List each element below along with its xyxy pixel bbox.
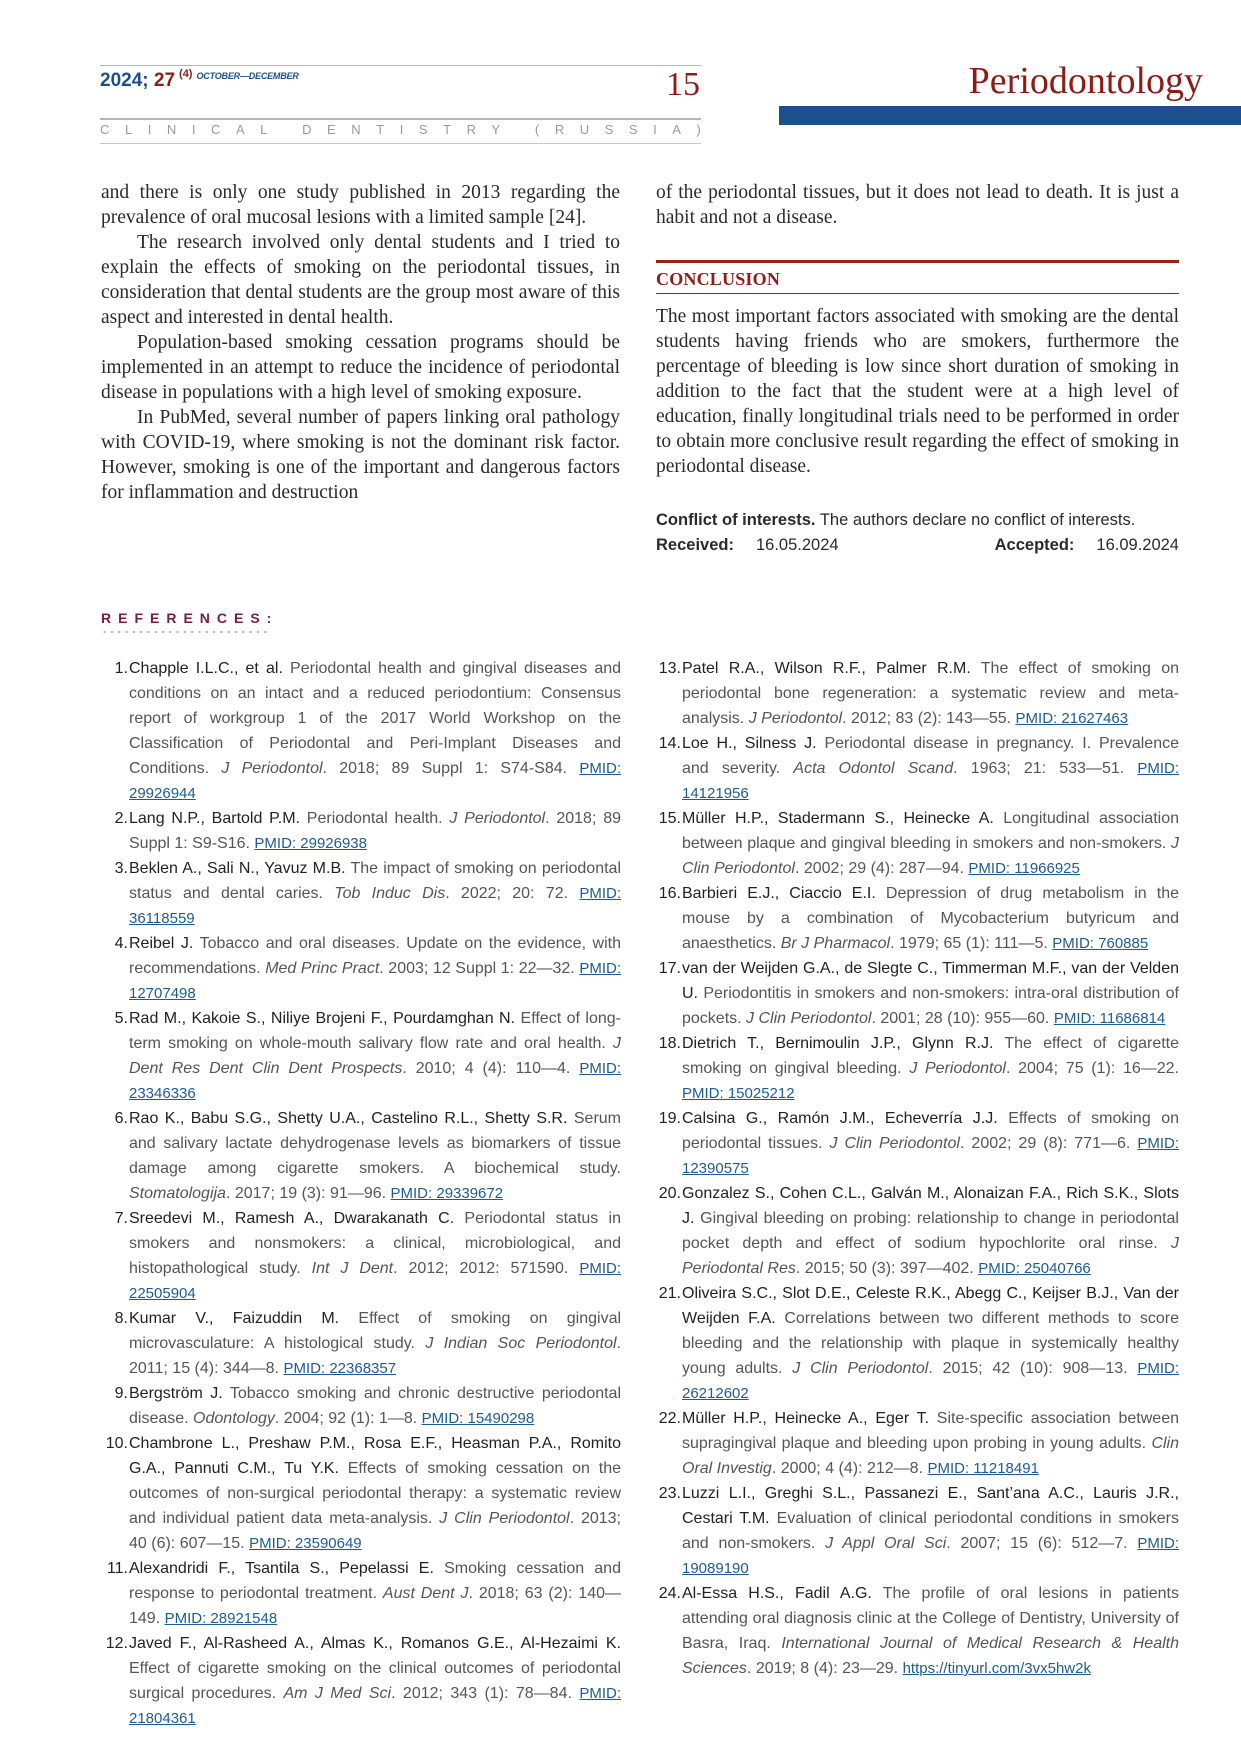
journal-letter: E	[327, 122, 336, 137]
reference-authors: Dietrich T., Bernimoulin J.P., Glynn R.J.	[682, 1035, 994, 1052]
reference-journal: J Periodontol	[748, 710, 843, 727]
journal-letter: S	[604, 122, 614, 137]
journal-letter: R	[554, 122, 565, 137]
reference-title: The effect of cigarette smoking on gingival bleeding.	[682, 1035, 1180, 1077]
issue-period: OCTOBER—DECEMBER	[196, 71, 299, 81]
issue-number: (4)	[179, 68, 193, 80]
reference-details: . 2000; 4 (4): 212—8.	[771, 1460, 924, 1477]
reference-link[interactable]: PMID: 11218491	[927, 1460, 1039, 1477]
reference-item	[652, 1481, 1179, 1581]
reference-number: 13.	[658, 660, 681, 677]
conflict-text: The authors declare no conflict of interests.	[819, 511, 1136, 529]
reference-title: The effect of smoking on periodontal bone regeneration: a systematic review and meta-analysis.	[682, 660, 1180, 727]
body-right-column	[656, 180, 1179, 230]
reference-item	[101, 806, 621, 856]
journal-letter: C	[211, 122, 221, 137]
reference-item	[101, 1206, 621, 1306]
reference-title: Tobacco smoking and chronic destructive periodontal disease.	[129, 1385, 622, 1427]
reference-title: Periodontal disease in pregnancy. I. Prevalence and severity.	[682, 735, 1180, 777]
body-left-column	[101, 180, 620, 505]
reference-title: Periodontitis in smokers and non-smokers: intra-oral distribution of pockets.	[682, 985, 1179, 1027]
reference-details: . 2018; 89 Suppl 1: S74-S84.	[322, 760, 568, 777]
reference-journal: J Periodontol	[221, 760, 323, 777]
reference-journal: J Periodontal Res	[682, 1235, 1180, 1277]
reference-number: 3.	[114, 860, 128, 877]
reference-details: . 1963; 21: 533—51.	[953, 760, 1125, 777]
conclusion-text: The most important factors associated with smoking are the dental students having friends who are smokers, furthermore the percentage of bleeding is low since short duration of smoking in addition to the fact that the student were at a high level of education, finally longitudinal trials need to be performed in order to obtain more conclusive result regarding the effect of smoking in periodontal disease.	[656, 306, 1179, 477]
reference-link[interactable]: PMID: 760885	[1052, 935, 1149, 952]
reference-link[interactable]: PMID: 21804361	[129, 1685, 622, 1727]
reference-details: . 2013; 40 (6): 607—15.	[129, 1510, 621, 1552]
reference-item	[101, 931, 621, 1006]
reference-title: The profile of oral lesions in patients attending oral diagnosis clinic at the College of Dentistry, University of Basra, Iraq.	[682, 1585, 1179, 1652]
reference-journal: J Periodontol	[909, 1060, 1006, 1077]
reference-title: Smoking cessation and response to periodontal treatment.	[129, 1560, 621, 1602]
reference-link[interactable]: PMID: 29339672	[390, 1185, 504, 1202]
reference-details: . 2003; 12 Suppl 1: 22—32.	[379, 960, 575, 977]
references-left-column	[101, 656, 621, 1731]
reference-details: . 2002; 29 (8): 771—6.	[959, 1135, 1131, 1152]
reference-journal: J Periodontol	[449, 810, 546, 827]
reference-details: . 2004; 92 (1): 1—8.	[274, 1410, 418, 1427]
reference-title: Periodontal status in smokers and nonsmokers: a clinical, microbiological, and histopathological study.	[129, 1210, 621, 1277]
reference-link[interactable]: PMID: 26212602	[682, 1360, 1180, 1402]
reference-number: 21.	[658, 1285, 681, 1302]
reference-number: 7.	[114, 1210, 128, 1227]
journal-letter: A	[235, 122, 245, 137]
reference-title: Serum and salivary lactate dehydrogenase levels as biomarkers of tissue damage among cigarette smokers. A biochemical study.	[129, 1110, 621, 1177]
reference-title: Effect of cigarette smoking on the clinical outcomes of periodontal surgical procedures.	[129, 1660, 621, 1702]
reference-item	[101, 1556, 621, 1631]
reference-title: Gingival bleeding on probing: relationship to change in periodontal pocket depth and effect of sodium hypochlorite oral rinse.	[682, 1210, 1179, 1252]
journal-letter: I	[399, 122, 404, 137]
reference-journal: Odontology	[193, 1410, 275, 1427]
reference-link[interactable]: PMID: 15490298	[421, 1410, 535, 1427]
reference-item	[652, 656, 1179, 731]
journal-letter: S	[628, 122, 638, 137]
journal-name	[100, 122, 701, 137]
reference-link[interactable]: PMID: 19089190	[682, 1535, 1180, 1577]
reference-journal: J Clin Periodontol	[439, 1510, 570, 1527]
reference-authors: Javed F., Al-Rasheed A., Almas K., Romanos G.E., Al-Hezaimi K.	[129, 1635, 621, 1652]
journal-letter: A	[672, 122, 681, 137]
reference-journal: J Clin Periodontol	[792, 1360, 929, 1377]
journal-letter: U	[579, 122, 590, 137]
reference-link[interactable]: PMID: 29926938	[254, 835, 367, 852]
reference-item	[101, 856, 621, 931]
reference-title: Periodontal health.	[306, 810, 443, 827]
reference-link[interactable]: PMID: 28921548	[164, 1610, 278, 1627]
reference-item	[652, 881, 1179, 956]
reference-authors: Rao K., Babu S.G., Shetty U.A., Castelino R.L., Shetty S.R.	[129, 1110, 568, 1127]
reference-details: . 2012; 343 (1): 78—84.	[391, 1685, 572, 1702]
reference-number: 14.	[658, 735, 681, 752]
paragraph: The research involved only dental students and I tried to explain the effects of smoking on the periodontal tissues, in consideration that dental students are the group most aware of this aspect and interested in dental health.	[101, 232, 620, 328]
reference-title: Effects of smoking on periodontal tissues.	[682, 1110, 1180, 1152]
reference-item	[652, 1106, 1179, 1181]
reference-number: 1.	[114, 660, 128, 677]
reference-details: . 2012; 2012: 571590.	[393, 1260, 569, 1277]
reference-authors: Alexandridi F., Tsantila S., Pepelassi E.	[129, 1560, 434, 1577]
reference-number: 15.	[658, 810, 681, 827]
journal-letter: D	[302, 122, 312, 137]
reference-item	[101, 1631, 621, 1731]
reference-authors: Luzzi L.I., Greghi S.L., Passanezi E., Sant’ana A.C., Lauris J.R., Cestari T.M.	[682, 1485, 1179, 1527]
reference-journal: Tob Induc Dis	[334, 885, 446, 902]
reference-authors: Kumar V., Faizuddin M.	[129, 1310, 340, 1327]
reference-link[interactable]: PMID: 23590649	[249, 1535, 362, 1552]
reference-number: 4.	[114, 935, 128, 952]
reference-authors: Loe H., Silness J.	[682, 735, 817, 752]
reference-journal: J Indian Soc Periodontol	[425, 1335, 617, 1352]
received-value: 16.05.2024	[755, 536, 839, 554]
reference-number: 6.	[114, 1110, 128, 1127]
reference-number: 9.	[114, 1385, 128, 1402]
reference-item	[101, 1006, 621, 1106]
reference-authors: Calsina G., Ramón J.M., Echeverría J.J.	[682, 1110, 998, 1127]
received-label: Received:	[656, 536, 734, 554]
reference-journal: Int J Dent	[311, 1260, 394, 1277]
reference-journal: Am J Med Sci	[283, 1685, 392, 1702]
reference-number: 18.	[658, 1035, 681, 1052]
reference-link[interactable]: PMID: 11966925	[968, 860, 1080, 877]
reference-details: . 2017; 19 (3): 91—96.	[225, 1185, 387, 1202]
reference-details: . 2018; 89 Suppl 1: S9-S16.	[129, 810, 621, 852]
journal-letter	[516, 122, 520, 137]
reference-number: 20.	[658, 1185, 681, 1202]
reference-item	[101, 1431, 621, 1556]
issue-year: 2024;	[100, 70, 149, 91]
accepted-date	[995, 533, 1179, 558]
reference-link[interactable]: PMID: 29926944	[129, 760, 621, 802]
reference-journal: Br J Pharmacol	[780, 935, 891, 952]
reference-number: 12.	[105, 1635, 128, 1652]
journal-letter: )	[696, 122, 701, 137]
reference-details: . 2015; 42 (10): 908—13.	[928, 1360, 1128, 1377]
reference-authors: Müller H.P., Heinecke A., Eger T.	[682, 1410, 930, 1427]
reference-link[interactable]: PMID: 25040766	[978, 1260, 1091, 1277]
reference-authors: Sreedevi M., Ramesh A., Dwarakanath C.	[129, 1210, 455, 1227]
paragraph: Population-based smoking cessation programs should be implemented in an attempt to reduce the incidence of periodontal disease in populations with a high level of smoking exposure.	[101, 332, 620, 403]
reference-number: 19.	[658, 1110, 681, 1127]
reference-number: 23.	[658, 1485, 681, 1502]
reference-item	[101, 656, 621, 806]
reference-title: Effect of long-term smoking on whole-mouth salivary flow rate and oral health.	[129, 1010, 621, 1052]
reference-authors: Oliveira S.C., Slot D.E., Celeste R.K., Abegg C., Keijser B.J., Van der Weijden F.A.	[682, 1285, 1179, 1327]
reference-authors: Chapple I.L.C., et al.	[129, 660, 283, 677]
reference-details: . 2010; 4 (4): 110—4.	[402, 1060, 571, 1077]
reference-title: Evaluation of clinical periodontal conditions in smokers and non-smokers.	[682, 1510, 1180, 1552]
reference-authors: Bergström J.	[129, 1385, 223, 1402]
reference-link[interactable]: PMID: 15025212	[682, 1085, 795, 1102]
reference-title: Longitudinal association between plaque and gingival bleeding in smokers and non-smokers.	[682, 810, 1179, 852]
journal-letter: R	[466, 122, 476, 137]
conflict-of-interests	[656, 508, 1179, 533]
reference-authors: Chambrone L., Preshaw P.M., Rosa E.F., Heasman P.A., Romito G.A., Pannuti C.M., Tu Y.K.	[129, 1435, 621, 1477]
journal-letter: Y	[491, 122, 501, 137]
reference-link[interactable]: PMID: 23346336	[129, 1060, 621, 1102]
reference-details: . 2012; 83 (2): 143—55.	[842, 710, 1012, 727]
journal-letter	[283, 122, 287, 137]
reference-journal: J Clin Periodontol	[682, 835, 1180, 877]
reference-authors: van der Weijden G.A., de Slegte C., Timmerman M.F., van der Velden U.	[682, 960, 1179, 1002]
journal-letter: N	[166, 122, 177, 137]
accepted-value: 16.09.2024	[1096, 536, 1179, 554]
header-bottom-rule	[100, 143, 701, 144]
journal-letter: L	[260, 122, 268, 137]
reference-authors: Müller H.P., Stadermann S., Heinecke A.	[682, 810, 994, 827]
reference-journal: J Clin Periodontol	[829, 1135, 960, 1152]
reference-authors: Patel R.A., Wilson R.F., Palmer R.M.	[682, 660, 971, 677]
journal-letter: T	[376, 122, 385, 137]
reference-link[interactable]: PMID: 14121956	[682, 760, 1180, 802]
reference-title: Site-specific association between supragingival plaque and bleeding upon probing in young adults.	[682, 1410, 1180, 1452]
reference-details: . 2018; 63 (2): 140—149.	[129, 1585, 621, 1627]
journal-letter: N	[351, 122, 361, 137]
reference-authors: Rad M., Kakoie S., Niliye Brojeni F., Pourdamghan N.	[129, 1010, 516, 1027]
reference-authors: Al-Essa H.S., Fadil A.G.	[682, 1585, 872, 1602]
received-date	[656, 533, 839, 558]
reference-journal: Clin Oral Investig	[682, 1435, 1179, 1477]
journal-letter: I	[191, 122, 196, 137]
reference-item	[652, 1406, 1179, 1481]
article-meta	[656, 508, 1179, 558]
reference-item	[101, 1306, 621, 1381]
reference-title: Tobacco and oral diseases. Update on the evidence, with recommendations.	[129, 935, 622, 977]
reference-item	[101, 1381, 621, 1431]
reference-details: . 2001; 28 (10): 955—60.	[871, 1010, 1050, 1027]
reference-item	[101, 1106, 621, 1206]
reference-link[interactable]: PMID: 12390575	[682, 1135, 1180, 1177]
reference-journal: Acta Odontol Scand	[793, 760, 954, 777]
reference-link[interactable]: PMID: 36118559	[129, 885, 622, 927]
reference-number: 8.	[114, 1310, 128, 1327]
references-dotted-rule	[101, 630, 269, 634]
page-number: 15	[666, 66, 700, 103]
reference-journal: Stomatologija	[129, 1185, 226, 1202]
reference-number: 5.	[114, 1010, 128, 1027]
references-right-column	[652, 656, 1179, 1681]
reference-number: 16.	[658, 885, 681, 902]
reference-details: . 2007; 15 (6): 512—7.	[946, 1535, 1128, 1552]
reference-authors: Beklen A., Sali N., Yavuz M.B.	[129, 860, 346, 877]
reference-title: Effect of smoking on gingival microvasculature: A histological study.	[129, 1310, 622, 1352]
reference-item	[652, 1031, 1179, 1106]
reference-number: 2.	[114, 810, 128, 827]
conflict-label: Conflict of interests.	[656, 511, 816, 529]
reference-details: . 2019; 8 (4): 23—29.	[746, 1660, 899, 1677]
reference-link[interactable]: PMID: 21627463	[1015, 710, 1129, 727]
reference-number: 10.	[105, 1435, 128, 1452]
reference-title: Periodontal health and gingival diseases and conditions on an intact and a reduced periodontium: Consensus report of workgroup 1 of the 2017 World Workshop on the Classification of Periodontal and Peri-Implant Diseases and Conditions.	[129, 660, 622, 777]
reference-details: . 2015; 50 (3): 397—402.	[795, 1260, 974, 1277]
reference-title: The impact of smoking on periodontal status and dental caries.	[129, 860, 622, 902]
journal-letter: T	[443, 122, 452, 137]
reference-item	[652, 806, 1179, 881]
references-heading: REFERENCES:	[101, 610, 279, 626]
issue-info	[100, 70, 299, 92]
header-top-rule	[100, 65, 701, 66]
reference-authors: Reibel J.	[129, 935, 194, 952]
reference-journal: Med Princ Pract	[265, 960, 380, 977]
header-mid-rule	[100, 118, 701, 120]
reference-details: . 2022; 20: 72.	[445, 885, 569, 902]
reference-item	[652, 956, 1179, 1031]
reference-link[interactable]: PMID: 12707498	[129, 960, 621, 1002]
reference-item	[652, 731, 1179, 806]
paragraph: and there is only one study published in 2013 regarding the prevalence of oral mucosal lesions with a limited sample [24].	[101, 182, 620, 228]
section-title: Periodontology	[968, 60, 1203, 102]
reference-link[interactable]: PMID: 11686814	[1053, 1010, 1166, 1027]
issue-volume: 27	[153, 70, 176, 91]
reference-link[interactable]: PMID: 22505904	[129, 1260, 621, 1302]
reference-details: . 2002; 29 (4): 287—94.	[794, 860, 964, 877]
journal-letter: I	[147, 122, 152, 137]
reference-journal: J Clin Periodontol	[746, 1010, 872, 1027]
reference-journal: J Appl Oral Sci	[825, 1535, 947, 1552]
journal-letter: S	[418, 122, 428, 137]
reference-authors: Gonzalez S., Cohen C.L., Galván M., Alonaizan F.A., Rich S.K., Slots J.	[682, 1185, 1179, 1227]
journal-letter: C	[100, 122, 110, 137]
reference-journal: Aust Dent J	[382, 1585, 469, 1602]
reference-item	[652, 1581, 1179, 1681]
reference-number: 17.	[658, 960, 681, 977]
reference-link[interactable]: PMID: 22368357	[283, 1360, 397, 1377]
reference-number: 22.	[658, 1410, 681, 1427]
reference-journal: J Dent Res Dent Clin Dent Prospects	[129, 1035, 621, 1077]
reference-details: . 2011; 15 (4): 344—8.	[129, 1335, 621, 1377]
conclusion-bottom-rule	[656, 293, 1179, 294]
reference-authors: Lang N.P., Bartold P.M.	[129, 810, 300, 827]
journal-letter: (	[534, 122, 540, 137]
reference-title: Correlations between two different methods to score bleeding and the relationship with plaque in systemically healthy young adults.	[682, 1310, 1180, 1377]
journal-letter: L	[124, 122, 133, 137]
section-bar	[779, 106, 1241, 125]
reference-journal: International Journal of Medical Research & Health Sciences	[682, 1635, 1179, 1677]
paragraph: of the periodontal tissues, but it does not lead to death. It is just a habit and not a disease.	[656, 182, 1179, 228]
reference-details: . 1979; 65 (1): 111—5.	[890, 935, 1048, 952]
reference-number: 11.	[106, 1560, 128, 1577]
reference-number: 24.	[658, 1585, 681, 1602]
reference-item	[652, 1281, 1179, 1406]
reference-authors: Barbieri E.J., Ciaccio E.I.	[682, 885, 876, 902]
reference-title: Depression of drug metabolism in the mouse by a combination of Mycobacterium butyricum and anaesthetics.	[682, 885, 1180, 952]
paragraph: In PubMed, several number of papers linking oral pathology with COVID-19, where smoking is not the dominant risk factor. However, smoking is one of the important and dangerous factors for inflammation and destruction	[101, 407, 620, 503]
reference-link[interactable]: https://tinyurl.com/3vx5hw2k	[902, 1660, 1091, 1677]
reference-title: Effects of smoking cessation on the outcomes of non-surgical periodontal therapy: a systematic review and individual patient data meta-analysis.	[129, 1460, 621, 1527]
accepted-label: Accepted:	[994, 536, 1075, 554]
conclusion-heading: CONCLUSION	[656, 269, 781, 289]
reference-details: . 2004; 75 (1): 16—22.	[1005, 1060, 1179, 1077]
conclusion-section	[656, 260, 1179, 479]
reference-item	[652, 1181, 1179, 1281]
journal-letter: I	[653, 122, 657, 137]
